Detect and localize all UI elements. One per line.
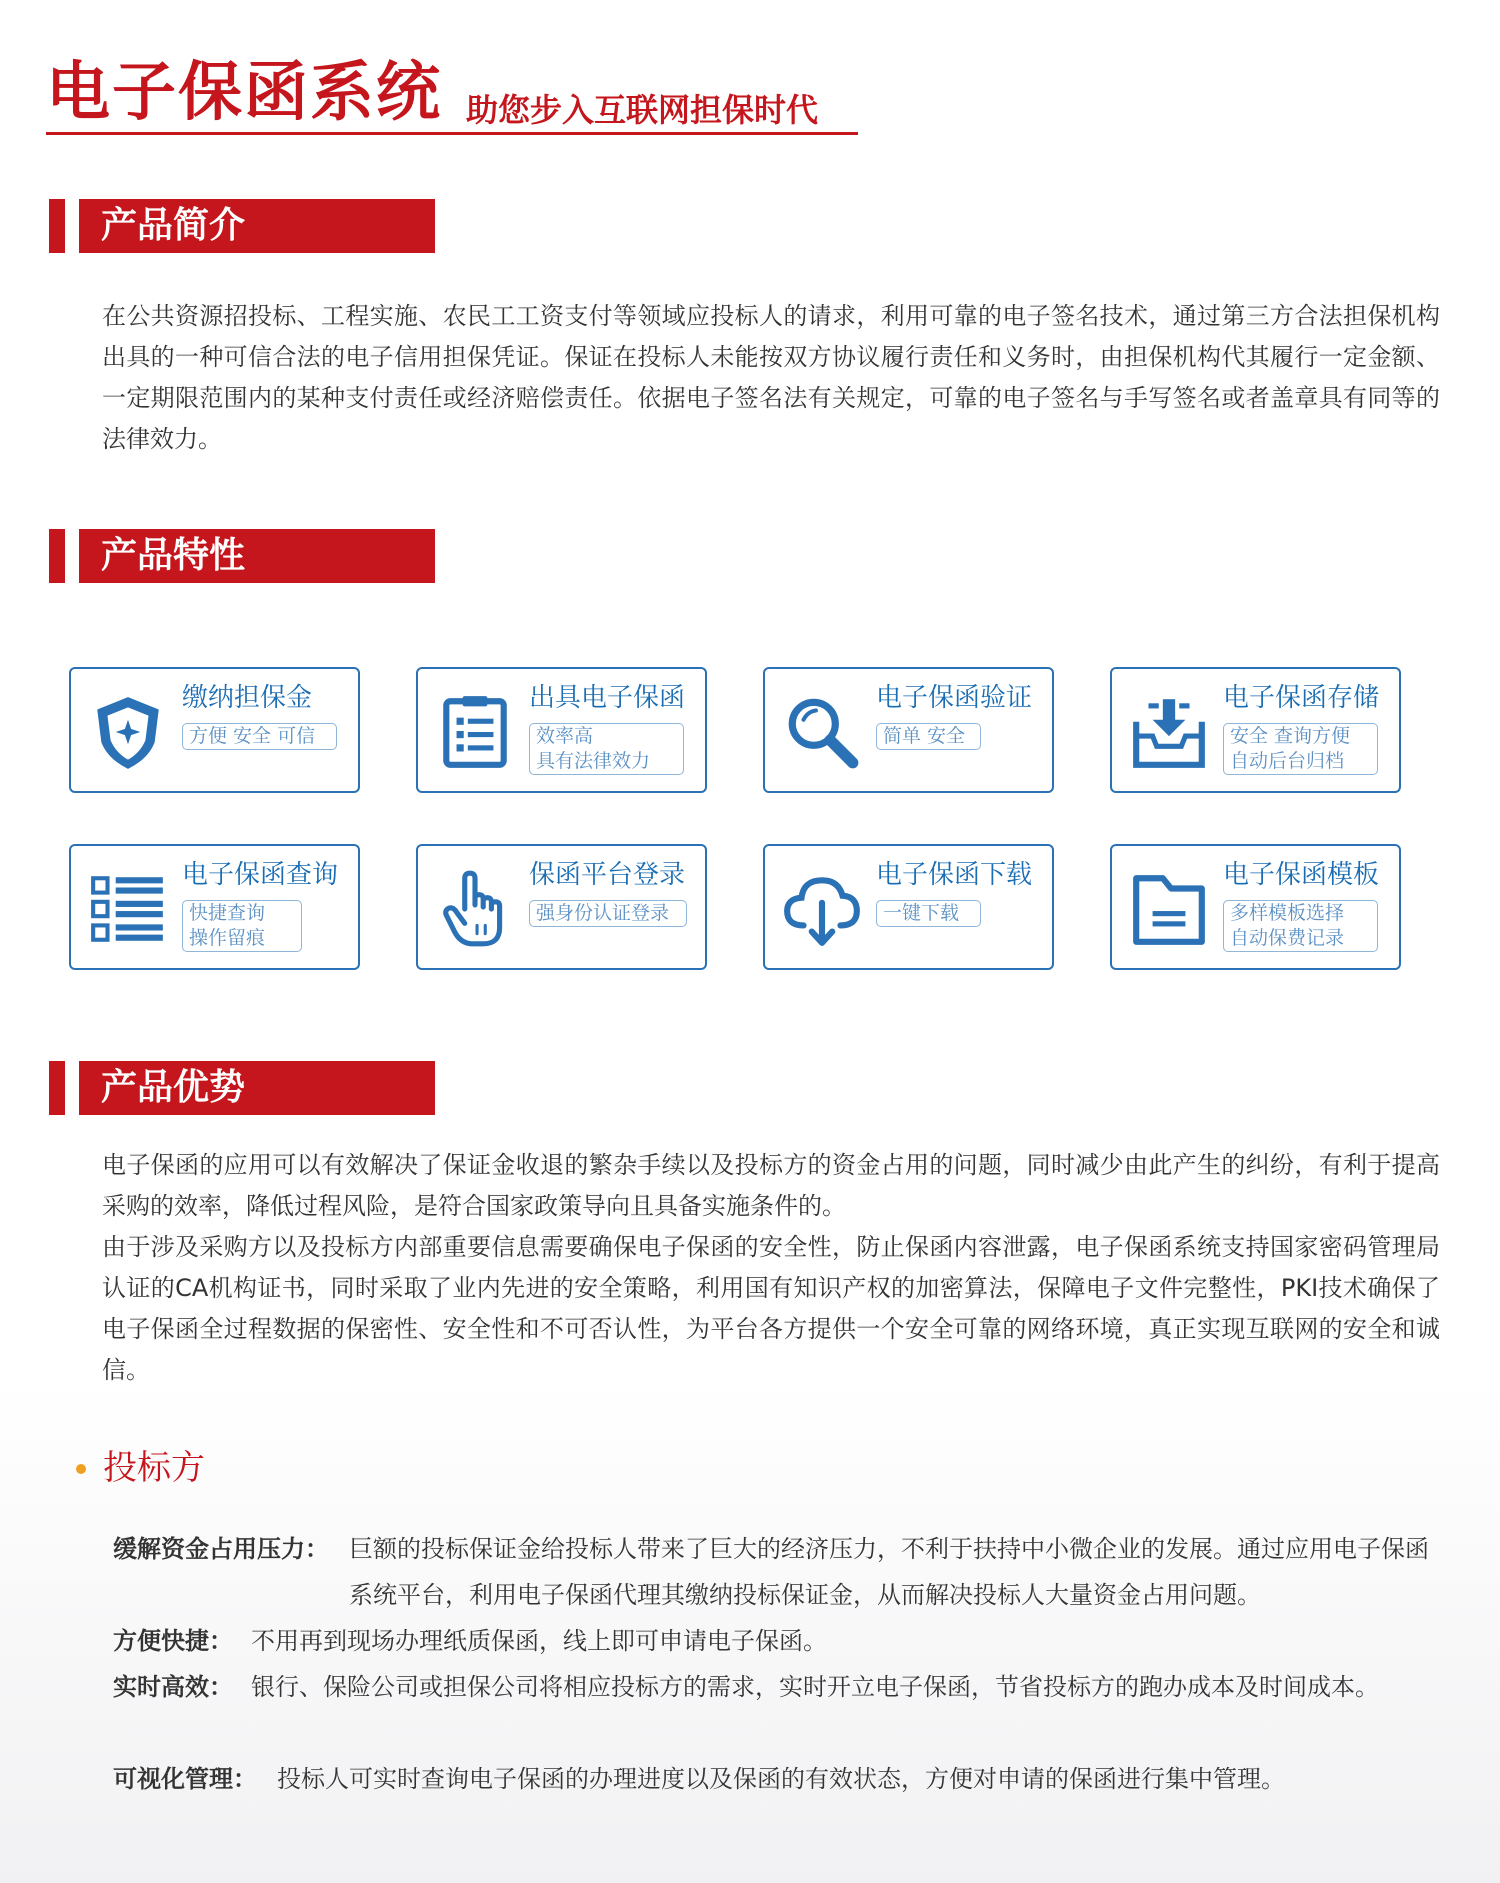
feature-card-tags <box>1223 723 1378 775</box>
section-title: 产品特性 <box>79 529 435 583</box>
intro-paragraph: 在公共资源招投标、工程实施、农民工工资支付等领域应投标人的请求，利用可靠的电子签名技术，通过第三方合法担保机构出具的一种可信合法的电子信用担保凭证。保证在投标人未能按双方协议履行责任和义务时，由担保机构代其履行一定金额、一定期限范围内的某种支付责任或经济赔偿责任。依据电子签名法有关规定，可靠的电子签名与手写签名或者盖章具有同等的法律效力。 <box>102 302 1440 453</box>
header-underline <box>46 132 858 135</box>
page-header <box>46 56 858 134</box>
bidder-heading <box>76 1446 376 1490</box>
benefit-label: 可视化管理： <box>113 1765 257 1793</box>
feature-card-tags <box>876 900 981 927</box>
feature-tag: 快捷查询 <box>189 902 266 924</box>
feature-tag: 自动后台归档 <box>1230 750 1345 772</box>
list-icon <box>87 868 169 950</box>
feature-card-title: 缴纳担保金 <box>182 683 313 713</box>
feature-tag: 具有法律效力 <box>536 750 651 772</box>
benefit-text: 投标人可实时查询电子保函的办理进度以及保函的有效状态，方便对申请的保函进行集中管理。 <box>277 1765 1285 1793</box>
bullet-dot-icon <box>76 1464 86 1474</box>
feature-card-tags <box>529 900 687 927</box>
page-title: 电子保函系统 <box>46 56 442 130</box>
folder-icon <box>1128 868 1210 950</box>
benefit-item <box>113 1664 1433 1710</box>
feature-card <box>416 844 707 970</box>
magnifier-icon <box>781 691 863 773</box>
page-subtitle: 助您步入互联网担保时代 <box>466 91 819 129</box>
feature-card-title: 电子保函存储 <box>1223 683 1380 713</box>
feature-tag: 操作留痕 <box>189 927 266 949</box>
document-icon <box>434 691 516 773</box>
advantages-paragraph: 由于涉及采购方以及投标方内部重要信息需要确保电子保函的安全性，防止保函内容泄露，电子保函系统支持国家密码管理局认证的CA机构证书，同时采取了业内先进的安全策略，利用国有知识产权的加密算法，保障电子文件完整性，PKI技术确保了电子保函全过程数据的保密性、安全性和不可否认性，为平台各方提供一个安全可靠的网络环境，真正实现互联网的安全和诚信。 <box>102 1233 1440 1384</box>
shield-icon <box>87 691 169 773</box>
benefit-label: 缓解资金占用压力： <box>113 1535 329 1563</box>
feature-card-title: 电子保函模板 <box>1223 860 1380 890</box>
benefit-text: 不用再到现场办理纸质保函，线上即可申请电子保函。 <box>251 1627 827 1655</box>
feature-tag: 方便 安全 可信 <box>189 725 316 747</box>
feature-card <box>763 667 1054 793</box>
hand-pointer-icon <box>434 868 516 950</box>
feature-card-tags <box>529 723 684 775</box>
feature-tag: 自动保费记录 <box>1230 927 1345 949</box>
feature-card-tags <box>1223 900 1378 952</box>
feature-tag: 强身份认证登录 <box>536 902 670 924</box>
feature-card-tags <box>182 900 302 952</box>
feature-card <box>416 667 707 793</box>
section-marker <box>49 1061 65 1115</box>
section-marker <box>49 529 65 583</box>
benefit-item <box>113 1756 1433 1802</box>
feature-card-title: 电子保函查询 <box>182 860 339 890</box>
feature-card <box>1110 667 1401 793</box>
advantages-paragraph: 电子保函的应用可以有效解决了保证金收退的繁杂手续以及投标方的资金占用的问题，同时减少由此产生的纠纷，有利于提高采购的效率，降低过程风险，是符合国家政策导向且具备实施条件的。 <box>102 1151 1440 1220</box>
feature-tag: 安全 查询方便 <box>1230 725 1351 747</box>
bidder-heading-text: 投标方 <box>103 1448 205 1488</box>
feature-card <box>69 844 360 970</box>
section-header-intro <box>49 199 435 253</box>
feature-card <box>69 667 360 793</box>
section-title: 产品简介 <box>79 199 435 253</box>
benefit-text: 银行、保险公司或担保公司将相应投标方的需求，实时开立电子保函，节省投标方的跑办成本及时间成本。 <box>251 1673 1379 1701</box>
feature-tag: 简单 安全 <box>883 725 966 747</box>
feature-cards <box>69 667 1405 973</box>
feature-card-title: 电子保函验证 <box>876 683 1033 713</box>
feature-card-title: 保函平台登录 <box>529 860 686 890</box>
benefit-item <box>113 1618 1433 1664</box>
section-header-advantages <box>49 1061 435 1115</box>
cloud-download-icon <box>781 868 863 950</box>
benefit-text: 巨额的投标保证金给投标人带来了巨大的经济压力，不利于扶持中小微企业的发展。通过应用电子保函系统平台，利用电子保函代理其缴纳投标保证金，从而解决投标人大量资金占用问题。 <box>349 1535 1429 1609</box>
benefit-label: 方便快捷： <box>113 1627 233 1655</box>
storage-icon <box>1128 691 1210 773</box>
feature-card-tags <box>876 723 981 750</box>
feature-tag: 多样模板选择 <box>1230 902 1345 924</box>
feature-card-tags <box>182 723 337 750</box>
section-header-features <box>49 529 435 583</box>
feature-tag: 一键下载 <box>883 902 960 924</box>
feature-card-title: 电子保函下载 <box>876 860 1033 890</box>
feature-card <box>1110 844 1401 970</box>
feature-card <box>763 844 1054 970</box>
feature-card-title: 出具电子保函 <box>529 683 686 713</box>
section-title: 产品优势 <box>79 1061 435 1115</box>
feature-tag: 效率高 <box>536 725 594 747</box>
section-marker <box>49 199 65 253</box>
benefit-label: 实时高效： <box>113 1673 233 1701</box>
benefit-item <box>113 1526 1433 1618</box>
